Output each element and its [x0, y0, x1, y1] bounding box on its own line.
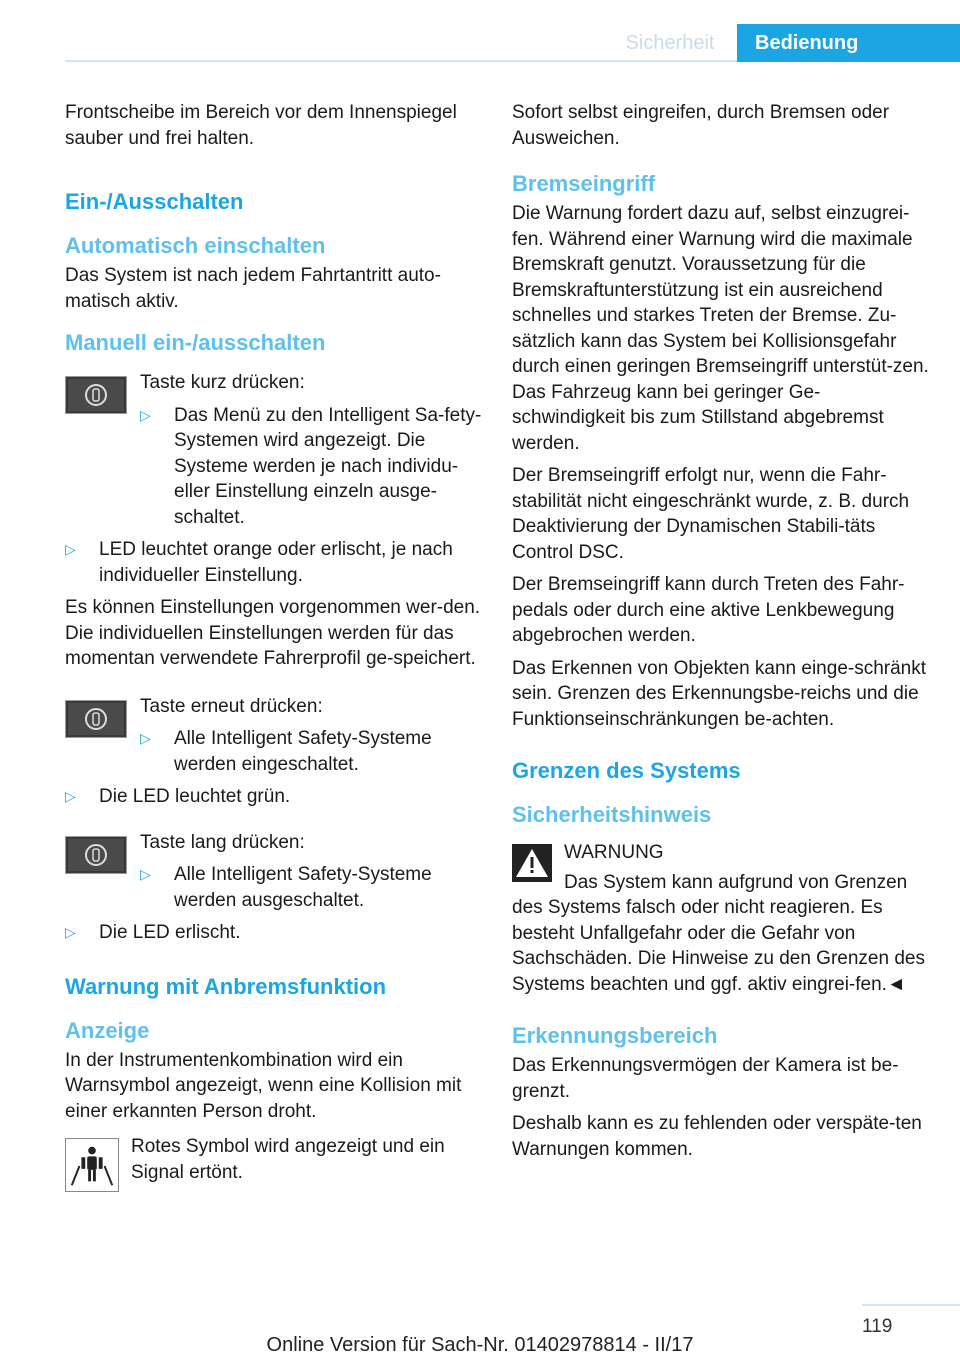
- list-item-text: Die LED leuchtet grün.: [99, 786, 291, 807]
- bullet-triangle-icon: ▷: [140, 866, 151, 882]
- right-column: [512, 100, 930, 1169]
- heading-ein-ausschalten: Ein-/Ausschalten: [65, 189, 244, 214]
- list-item: [65, 537, 485, 588]
- erneut-label: Taste erneut drücken:: [140, 695, 323, 717]
- list-item: [140, 403, 485, 531]
- heading-erkennungsbereich: Erkennungsbereich: [512, 1023, 718, 1048]
- warn-text: Das System kann aufgrund von Grenzen des Systems falsch oder nicht reagieren. Es besteht Unfallgefahr oder die Gefahr von Sachschäden. Die Hinweise zu den Grenzen des Systems beachten und ggf. aktiv eingrei-fen.◄: [512, 871, 925, 995]
- heading-warnung: Warnung mit Anbremsfunktion: [65, 973, 387, 999]
- list-item-text: Alle Intelligent Safety-Systeme werden ausgeschaltet.: [174, 864, 432, 911]
- bullet-triangle-icon: ▷: [140, 730, 151, 746]
- safety-button-icon: [65, 376, 127, 414]
- lang-block: [65, 830, 485, 914]
- anzeige-text: In der Instrumentenkombination wird ein Warnsymbol angezeigt, wenn eine Kollision mit einer erkannten Person droht.: [65, 1049, 462, 1122]
- brems-text-3: Der Bremseingriff kann durch Treten des Fahr-pedals oder durch eine aktive Lenkbewegung abgebrochen werden.: [512, 574, 905, 646]
- warning-block: [512, 840, 930, 997]
- kurz-label: Taste kurz drücken:: [140, 372, 305, 393]
- heading-automatisch: Automatisch einschalten: [65, 233, 326, 258]
- bullet-triangle-icon: ▷: [65, 924, 76, 940]
- heading-sicherheitshinweis: Sicherheitshinweis: [512, 802, 712, 827]
- auto-text: Das System ist nach jedem Fahrtantritt auto-matisch aktiv.: [65, 265, 441, 312]
- erkenn-text-2: Deshalb kann es zu fehlenden oder verspäte-ten Warnungen kommen.: [512, 1113, 922, 1160]
- online-version-footer: Online Version für Sach-Nr. 01402978814 - II/17: [266, 1334, 694, 1356]
- list-item: [65, 920, 485, 946]
- safety-button-icon: [65, 700, 127, 738]
- brems-text-1: Die Warnung fordert dazu auf, selbst einzugrei-fen. Während einer Warnung wird die maximale Bremskraft genutzt. Voraussetzung für die Bremskraftunterstützung ist ein ausreichend schnelles und starkes Treten der Bremse. Zu-sätzlich kann das System bei Kollisionsgefahr durch einen geringen Bremseingriff unterstüt-zen. Das Fahrzeug kann bei geringer Ge-schwindigkeit bis zum Stillstand abgebremst werden.: [512, 203, 929, 454]
- bullet-triangle-icon: ▷: [140, 406, 151, 423]
- safety-button-icon: [65, 836, 127, 874]
- tab-sicherheit[interactable]: Sicherheit: [625, 32, 715, 54]
- warning-triangle-icon: [512, 844, 552, 882]
- brems-text-4: Das Erkennen von Objekten kann einge-schränkt sein. Grenzen des Erkennungsbe-reichs und die Funktionseinschränkungen be-achten.: [512, 657, 927, 730]
- lang-label: Taste lang drücken:: [140, 831, 305, 853]
- list-item-text: Alle Intelligent Safety-Systeme werden eingeschaltet.: [174, 728, 432, 775]
- heading-grenzen: Grenzen des Systems: [512, 758, 741, 783]
- tab-bedienung[interactable]: Bedienung: [737, 24, 960, 62]
- rotes-block: [65, 1134, 485, 1192]
- left-column: [65, 100, 485, 1192]
- heading-manuell: Manuell ein-/ausschalten: [65, 330, 326, 355]
- einstellungen-text: Es können Einstellungen vorgenommen wer-den. Die individuellen Einstellungen werden für das momentan verwendete Fahrerprofil ge-speichert.: [65, 597, 481, 669]
- bullet-triangle-icon: ▷: [65, 541, 76, 557]
- intro-text: Frontscheibe im Bereich vor dem Innenspiegel sauber und frei halten.: [65, 102, 457, 149]
- erneut-block: [65, 694, 485, 778]
- pedestrian-warning-icon: [65, 1138, 119, 1192]
- list-item: [140, 862, 485, 913]
- heading-bremseingriff: Bremseingriff: [512, 171, 656, 196]
- page-number: 119: [862, 1316, 893, 1337]
- warn-title: WARNUNG: [564, 842, 664, 863]
- brems-text-2: Der Bremseingriff erfolgt nur, wenn die Fahr-stabilität nicht eingeschränkt wurde, z. B. durch Deaktivierung der Dynamischen Stabili-täts Control DSC.: [512, 465, 910, 563]
- bullet-triangle-icon: ▷: [65, 788, 76, 804]
- heading-anzeige: Anzeige: [65, 1017, 150, 1043]
- list-item: [140, 726, 485, 777]
- rotes-text: Rotes Symbol wird angezeigt und ein Signal ertönt.: [131, 1136, 445, 1183]
- page-number-rule: [862, 1304, 960, 1306]
- list-item-text: Die LED erlischt.: [99, 922, 241, 943]
- sofort-text: Sofort selbst eingreifen, durch Bremsen oder Ausweichen.: [512, 102, 890, 149]
- list-item-text: Das Menü zu den Intelligent Sa-fety-Systemen wird angezeigt. Die Systeme werden je nach individu-eller Einstellung einzeln ausge-schaltet.: [174, 404, 482, 528]
- list-item-text: LED leuchtet orange oder erlischt, je nach individueller Einstellung.: [99, 539, 453, 586]
- kurz-block: [65, 370, 485, 530]
- erkenn-text-1: Das Erkennungsvermögen der Kamera ist be-grenzt.: [512, 1055, 899, 1102]
- list-item: [65, 784, 485, 810]
